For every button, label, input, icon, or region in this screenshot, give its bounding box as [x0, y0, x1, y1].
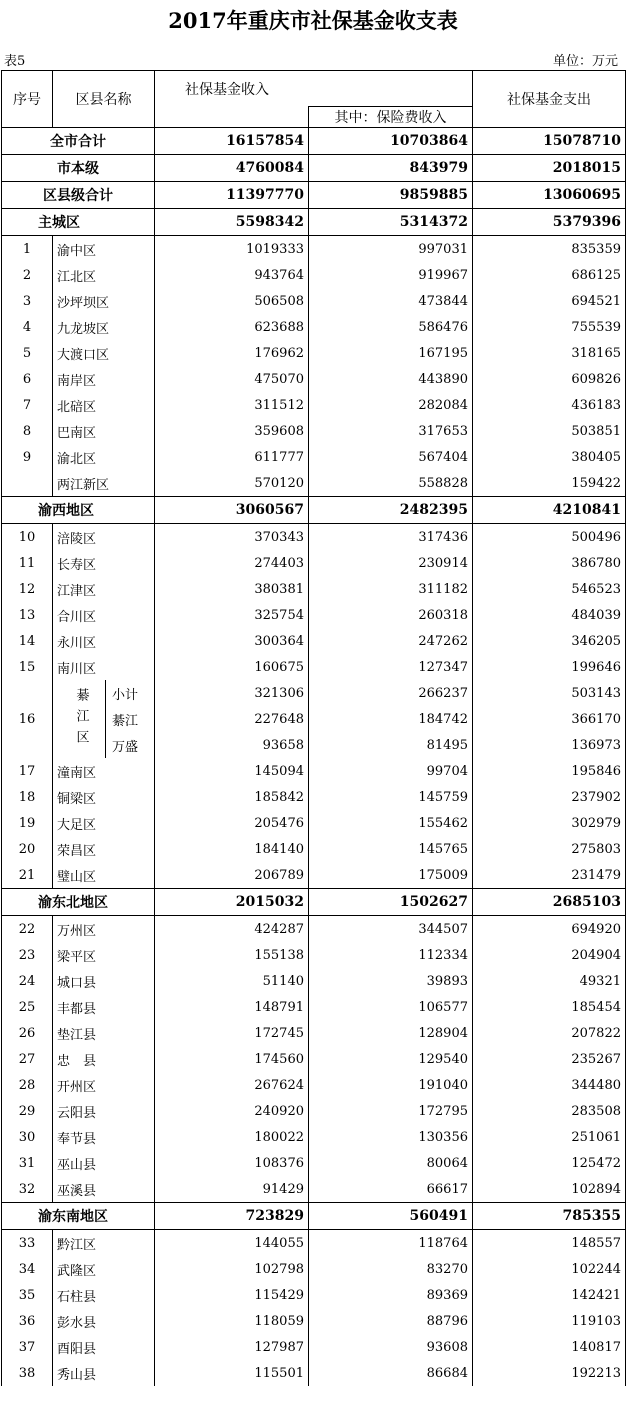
summary-label: 渝东南地区 — [2, 1203, 155, 1230]
row-insurance: 145765 — [309, 836, 473, 862]
summary-income: 723829 — [155, 1203, 309, 1230]
summary-insurance: 843979 — [309, 155, 473, 182]
row-income: 206789 — [155, 862, 309, 889]
row-name: 云阳县 — [53, 1098, 155, 1124]
row-name: 大渡口区 — [53, 340, 155, 366]
table-row — [2, 366, 626, 392]
table-row — [2, 340, 626, 366]
summary-expense: 13060695 — [473, 182, 626, 209]
row-income: 127987 — [155, 1334, 309, 1360]
row-income: 274403 — [155, 550, 309, 576]
table-row — [2, 1282, 626, 1308]
row-name: 奉节县 — [53, 1124, 155, 1150]
row-insurance: 230914 — [309, 550, 473, 576]
row-name: 大足区 — [53, 810, 155, 836]
row-name: 酉阳县 — [53, 1334, 155, 1360]
row-expense: 755539 — [473, 314, 626, 340]
summary-insurance: 5314372 — [309, 209, 473, 236]
row-insurance: 167195 — [309, 340, 473, 366]
table-row — [2, 392, 626, 418]
row-seq: 34 — [2, 1256, 53, 1282]
row-income: 184140 — [155, 836, 309, 862]
header-expense: 社保基金支出 — [473, 71, 626, 128]
row-expense: 366170 — [473, 706, 626, 732]
row-insurance: 118764 — [309, 1230, 473, 1257]
row-expense: 185454 — [473, 994, 626, 1020]
row-seq: 15 — [2, 654, 53, 680]
row-expense: 207822 — [473, 1020, 626, 1046]
row-name: 合川区 — [53, 602, 155, 628]
row-seq: 17 — [2, 758, 53, 784]
row-seq: 38 — [2, 1360, 53, 1386]
row-income: 93658 — [155, 732, 309, 758]
row-seq: 16 — [2, 680, 53, 758]
row-expense: 159422 — [473, 470, 626, 497]
table-row — [2, 1308, 626, 1334]
row-seq: 1 — [2, 236, 53, 263]
row-seq: 18 — [2, 784, 53, 810]
group-row — [2, 497, 626, 524]
row-insurance: 191040 — [309, 1072, 473, 1098]
row-insurance: 112334 — [309, 942, 473, 968]
row-income: 174560 — [155, 1046, 309, 1072]
row-income: 300364 — [155, 628, 309, 654]
row-name: 南川区 — [53, 654, 155, 680]
row-insurance: 317653 — [309, 418, 473, 444]
summary-insurance: 9859885 — [309, 182, 473, 209]
row-expense: 49321 — [473, 968, 626, 994]
row-seq: 10 — [2, 524, 53, 551]
row-insurance: 80064 — [309, 1150, 473, 1176]
total-row-city — [2, 128, 626, 155]
row-income: 325754 — [155, 602, 309, 628]
row-name: 两江新区 — [53, 470, 155, 497]
row-income: 380381 — [155, 576, 309, 602]
table-row — [2, 968, 626, 994]
row-expense: 835359 — [473, 236, 626, 263]
row-insurance: 106577 — [309, 994, 473, 1020]
row-name: 城口县 — [53, 968, 155, 994]
row-income: 570120 — [155, 470, 309, 497]
row-insurance: 247262 — [309, 628, 473, 654]
row-seq: 36 — [2, 1308, 53, 1334]
row-seq — [2, 470, 53, 497]
row-name: 巫溪县 — [53, 1176, 155, 1203]
summary-insurance: 10703864 — [309, 128, 473, 155]
row-insurance: 473844 — [309, 288, 473, 314]
row-expense: 609826 — [473, 366, 626, 392]
row-insurance: 260318 — [309, 602, 473, 628]
row-name: 荣昌区 — [53, 836, 155, 862]
table-row — [2, 550, 626, 576]
row-name: 南岸区 — [53, 366, 155, 392]
row-expense: 235267 — [473, 1046, 626, 1072]
table-row — [2, 576, 626, 602]
row-income: 506508 — [155, 288, 309, 314]
row-seq: 32 — [2, 1176, 53, 1203]
qijiang-cell — [53, 680, 155, 758]
table-row — [2, 1360, 626, 1386]
summary-expense: 5379396 — [473, 209, 626, 236]
row-seq: 2 — [2, 262, 53, 288]
row-income: 943764 — [155, 262, 309, 288]
row-name: 忠 县 — [53, 1046, 155, 1072]
row-expense: 346205 — [473, 628, 626, 654]
summary-income: 3060567 — [155, 497, 309, 524]
table-row — [2, 994, 626, 1020]
row-expense: 283508 — [473, 1098, 626, 1124]
table-row — [2, 1072, 626, 1098]
table-row — [2, 262, 626, 288]
row-expense: 503143 — [473, 680, 626, 706]
summary-expense: 4210841 — [473, 497, 626, 524]
row-insurance: 184742 — [309, 706, 473, 732]
summary-insurance: 1502627 — [309, 889, 473, 916]
row-expense: 500496 — [473, 524, 626, 551]
row-name: 石柱县 — [53, 1282, 155, 1308]
row-income: 1019333 — [155, 236, 309, 263]
row-name: 丰都县 — [53, 994, 155, 1020]
row-seq: 22 — [2, 916, 53, 943]
row-insurance: 997031 — [309, 236, 473, 263]
row-insurance: 81495 — [309, 732, 473, 758]
row-insurance: 344507 — [309, 916, 473, 943]
summary-expense: 15078710 — [473, 128, 626, 155]
row-expense: 386780 — [473, 550, 626, 576]
row-income: 623688 — [155, 314, 309, 340]
row-name: 璧山区 — [53, 862, 155, 889]
row-name: 开州区 — [53, 1072, 155, 1098]
row-expense: 318165 — [473, 340, 626, 366]
row-income: 172745 — [155, 1020, 309, 1046]
row-income: 359608 — [155, 418, 309, 444]
row-seq: 25 — [2, 994, 53, 1020]
table-row — [2, 1124, 626, 1150]
fund-table — [1, 70, 626, 1386]
row-insurance: 282084 — [309, 392, 473, 418]
table-row — [2, 418, 626, 444]
row-seq: 23 — [2, 942, 53, 968]
row-income: 102798 — [155, 1256, 309, 1282]
row-expense: 102244 — [473, 1256, 626, 1282]
row-income: 185842 — [155, 784, 309, 810]
row-expense: 380405 — [473, 444, 626, 470]
page-title: 2017年重庆市社保基金收支表 — [168, 8, 458, 33]
row-insurance: 155462 — [309, 810, 473, 836]
row-seq: 3 — [2, 288, 53, 314]
row-seq: 28 — [2, 1072, 53, 1098]
group-row — [2, 889, 626, 916]
row-name: 北碚区 — [53, 392, 155, 418]
row-name: 巴南区 — [53, 418, 155, 444]
table-row — [2, 836, 626, 862]
row-seq: 20 — [2, 836, 53, 862]
table-row — [2, 1046, 626, 1072]
row-income: 115501 — [155, 1360, 309, 1386]
row-insurance: 89369 — [309, 1282, 473, 1308]
row-name: 巫山县 — [53, 1150, 155, 1176]
table-row — [2, 470, 626, 497]
row-insurance: 443890 — [309, 366, 473, 392]
table-row — [2, 1020, 626, 1046]
row-seq: 14 — [2, 628, 53, 654]
row-income: 155138 — [155, 942, 309, 968]
row-expense: 204904 — [473, 942, 626, 968]
row-expense: 140817 — [473, 1334, 626, 1360]
row-income: 176962 — [155, 340, 309, 366]
total-row-districts — [2, 182, 626, 209]
summary-label: 渝西地区 — [2, 497, 155, 524]
table-row — [2, 654, 626, 680]
row-name: 梁平区 — [53, 942, 155, 968]
row-seq: 30 — [2, 1124, 53, 1150]
row-seq: 37 — [2, 1334, 53, 1360]
row-seq: 31 — [2, 1150, 53, 1176]
row-expense: 125472 — [473, 1150, 626, 1176]
qijiang-sub-name: 綦江 — [112, 713, 139, 729]
unit-label: 单位：万元 — [552, 54, 618, 69]
row-income: 144055 — [155, 1230, 309, 1257]
row-insurance: 172795 — [309, 1098, 473, 1124]
row-insurance: 83270 — [309, 1256, 473, 1282]
row-income: 118059 — [155, 1308, 309, 1334]
row-expense: 275803 — [473, 836, 626, 862]
table-row — [2, 862, 626, 889]
row-income: 311512 — [155, 392, 309, 418]
summary-insurance: 2482395 — [309, 497, 473, 524]
row-name: 江北区 — [53, 262, 155, 288]
row-name: 垫江县 — [53, 1020, 155, 1046]
row-name: 永川区 — [53, 628, 155, 654]
row-name: 潼南区 — [53, 758, 155, 784]
row-name: 江津区 — [53, 576, 155, 602]
summary-label: 全市合计 — [2, 128, 155, 155]
row-insurance: 567404 — [309, 444, 473, 470]
table-row — [2, 1230, 626, 1257]
row-seq: 6 — [2, 366, 53, 392]
row-expense: 344480 — [473, 1072, 626, 1098]
row-expense: 251061 — [473, 1124, 626, 1150]
table-row — [2, 810, 626, 836]
row-expense: 148557 — [473, 1230, 626, 1257]
summary-income: 4760084 — [155, 155, 309, 182]
row-name: 沙坪坝区 — [53, 288, 155, 314]
row-insurance: 99704 — [309, 758, 473, 784]
table-row — [2, 524, 626, 551]
row-seq: 21 — [2, 862, 53, 889]
row-expense: 192213 — [473, 1360, 626, 1386]
row-insurance: 145759 — [309, 784, 473, 810]
table-row — [2, 314, 626, 340]
row-name: 渝北区 — [53, 444, 155, 470]
row-expense: 136973 — [473, 732, 626, 758]
row-name: 秀山县 — [53, 1360, 155, 1386]
header-insurance: 其中：保险费收入 — [309, 107, 473, 128]
row-expense: 199646 — [473, 654, 626, 680]
row-income: 115429 — [155, 1282, 309, 1308]
qijiang-sub-name: 小计 — [112, 687, 139, 703]
row-seq: 24 — [2, 968, 53, 994]
row-name: 九龙坡区 — [53, 314, 155, 340]
table-row — [2, 784, 626, 810]
row-expense: 546523 — [473, 576, 626, 602]
row-income: 321306 — [155, 680, 309, 706]
table-row — [2, 916, 626, 943]
summary-label: 渝东北地区 — [2, 889, 155, 916]
row-expense: 694521 — [473, 288, 626, 314]
row-income: 240920 — [155, 1098, 309, 1124]
row-expense: 484039 — [473, 602, 626, 628]
row-seq: 8 — [2, 418, 53, 444]
row-name: 涪陵区 — [53, 524, 155, 551]
row-insurance: 129540 — [309, 1046, 473, 1072]
row-seq: 35 — [2, 1282, 53, 1308]
summary-expense: 2018015 — [473, 155, 626, 182]
table-row — [2, 1256, 626, 1282]
row-expense: 694920 — [473, 916, 626, 943]
row-insurance: 311182 — [309, 576, 473, 602]
row-seq: 5 — [2, 340, 53, 366]
row-expense: 102894 — [473, 1176, 626, 1203]
row-insurance: 128904 — [309, 1020, 473, 1046]
row-name: 彭水县 — [53, 1308, 155, 1334]
row-seq: 4 — [2, 314, 53, 340]
summary-income: 11397770 — [155, 182, 309, 209]
row-expense: 302979 — [473, 810, 626, 836]
row-expense: 231479 — [473, 862, 626, 889]
row-insurance: 127347 — [309, 654, 473, 680]
qijiang-sub-name: 万盛 — [112, 739, 139, 755]
row-seq: 19 — [2, 810, 53, 836]
header-name: 区县名称 — [53, 71, 155, 128]
row-seq: 33 — [2, 1230, 53, 1257]
summary-income: 16157854 — [155, 128, 309, 155]
summary-label: 主城区 — [2, 209, 155, 236]
table-row — [2, 602, 626, 628]
row-seq: 29 — [2, 1098, 53, 1124]
row-expense: 503851 — [473, 418, 626, 444]
table-row — [2, 444, 626, 470]
summary-insurance: 560491 — [309, 1203, 473, 1230]
row-expense: 195846 — [473, 758, 626, 784]
summary-income: 5598342 — [155, 209, 309, 236]
row-insurance: 558828 — [309, 470, 473, 497]
summary-label: 市本级 — [2, 155, 155, 182]
row-seq: 11 — [2, 550, 53, 576]
header-seq: 序号 — [2, 71, 53, 128]
row-seq: 13 — [2, 602, 53, 628]
table-row — [2, 1176, 626, 1203]
row-income: 91429 — [155, 1176, 309, 1203]
row-income: 108376 — [155, 1150, 309, 1176]
row-name: 长寿区 — [53, 550, 155, 576]
table-row — [2, 236, 626, 263]
row-insurance: 317436 — [309, 524, 473, 551]
group-row — [2, 1203, 626, 1230]
row-name: 铜梁区 — [53, 784, 155, 810]
row-name: 万州区 — [53, 916, 155, 943]
row-insurance: 88796 — [309, 1308, 473, 1334]
row-income: 424287 — [155, 916, 309, 943]
table-number: 表5 — [4, 54, 26, 69]
row-insurance: 130356 — [309, 1124, 473, 1150]
summary-expense: 2685103 — [473, 889, 626, 916]
table-row — [2, 680, 626, 706]
qijiang-name: 綦江区 — [73, 687, 89, 751]
row-income: 227648 — [155, 706, 309, 732]
row-name: 武隆区 — [53, 1256, 155, 1282]
row-income: 370343 — [155, 524, 309, 551]
row-insurance: 586476 — [309, 314, 473, 340]
table-row — [2, 628, 626, 654]
row-seq: 26 — [2, 1020, 53, 1046]
row-income: 267624 — [155, 1072, 309, 1098]
row-income: 145094 — [155, 758, 309, 784]
row-expense: 142421 — [473, 1282, 626, 1308]
row-insurance: 66617 — [309, 1176, 473, 1203]
row-income: 160675 — [155, 654, 309, 680]
row-income: 611777 — [155, 444, 309, 470]
row-expense: 237902 — [473, 784, 626, 810]
row-seq: 27 — [2, 1046, 53, 1072]
row-income: 205476 — [155, 810, 309, 836]
summary-expense: 785355 — [473, 1203, 626, 1230]
row-seq: 12 — [2, 576, 53, 602]
row-insurance: 86684 — [309, 1360, 473, 1386]
row-seq: 7 — [2, 392, 53, 418]
row-insurance: 266237 — [309, 680, 473, 706]
row-name: 渝中区 — [53, 236, 155, 263]
table-row — [2, 758, 626, 784]
row-insurance: 919967 — [309, 262, 473, 288]
summary-income: 2015032 — [155, 889, 309, 916]
summary-label: 区县级合计 — [2, 182, 155, 209]
row-income: 148791 — [155, 994, 309, 1020]
table-row — [2, 1150, 626, 1176]
total-row-municipal — [2, 155, 626, 182]
header-income: 社保基金收入 — [155, 71, 473, 107]
row-insurance: 175009 — [309, 862, 473, 889]
row-insurance: 39893 — [309, 968, 473, 994]
row-expense: 119103 — [473, 1308, 626, 1334]
row-insurance: 93608 — [309, 1334, 473, 1360]
group-row — [2, 209, 626, 236]
row-expense: 436183 — [473, 392, 626, 418]
table-row — [2, 942, 626, 968]
row-seq: 9 — [2, 444, 53, 470]
table-row — [2, 1098, 626, 1124]
row-expense: 686125 — [473, 262, 626, 288]
row-income: 475070 — [155, 366, 309, 392]
table-row — [2, 288, 626, 314]
row-income: 51140 — [155, 968, 309, 994]
row-income: 180022 — [155, 1124, 309, 1150]
table-row — [2, 1334, 626, 1360]
row-name: 黔江区 — [53, 1230, 155, 1257]
